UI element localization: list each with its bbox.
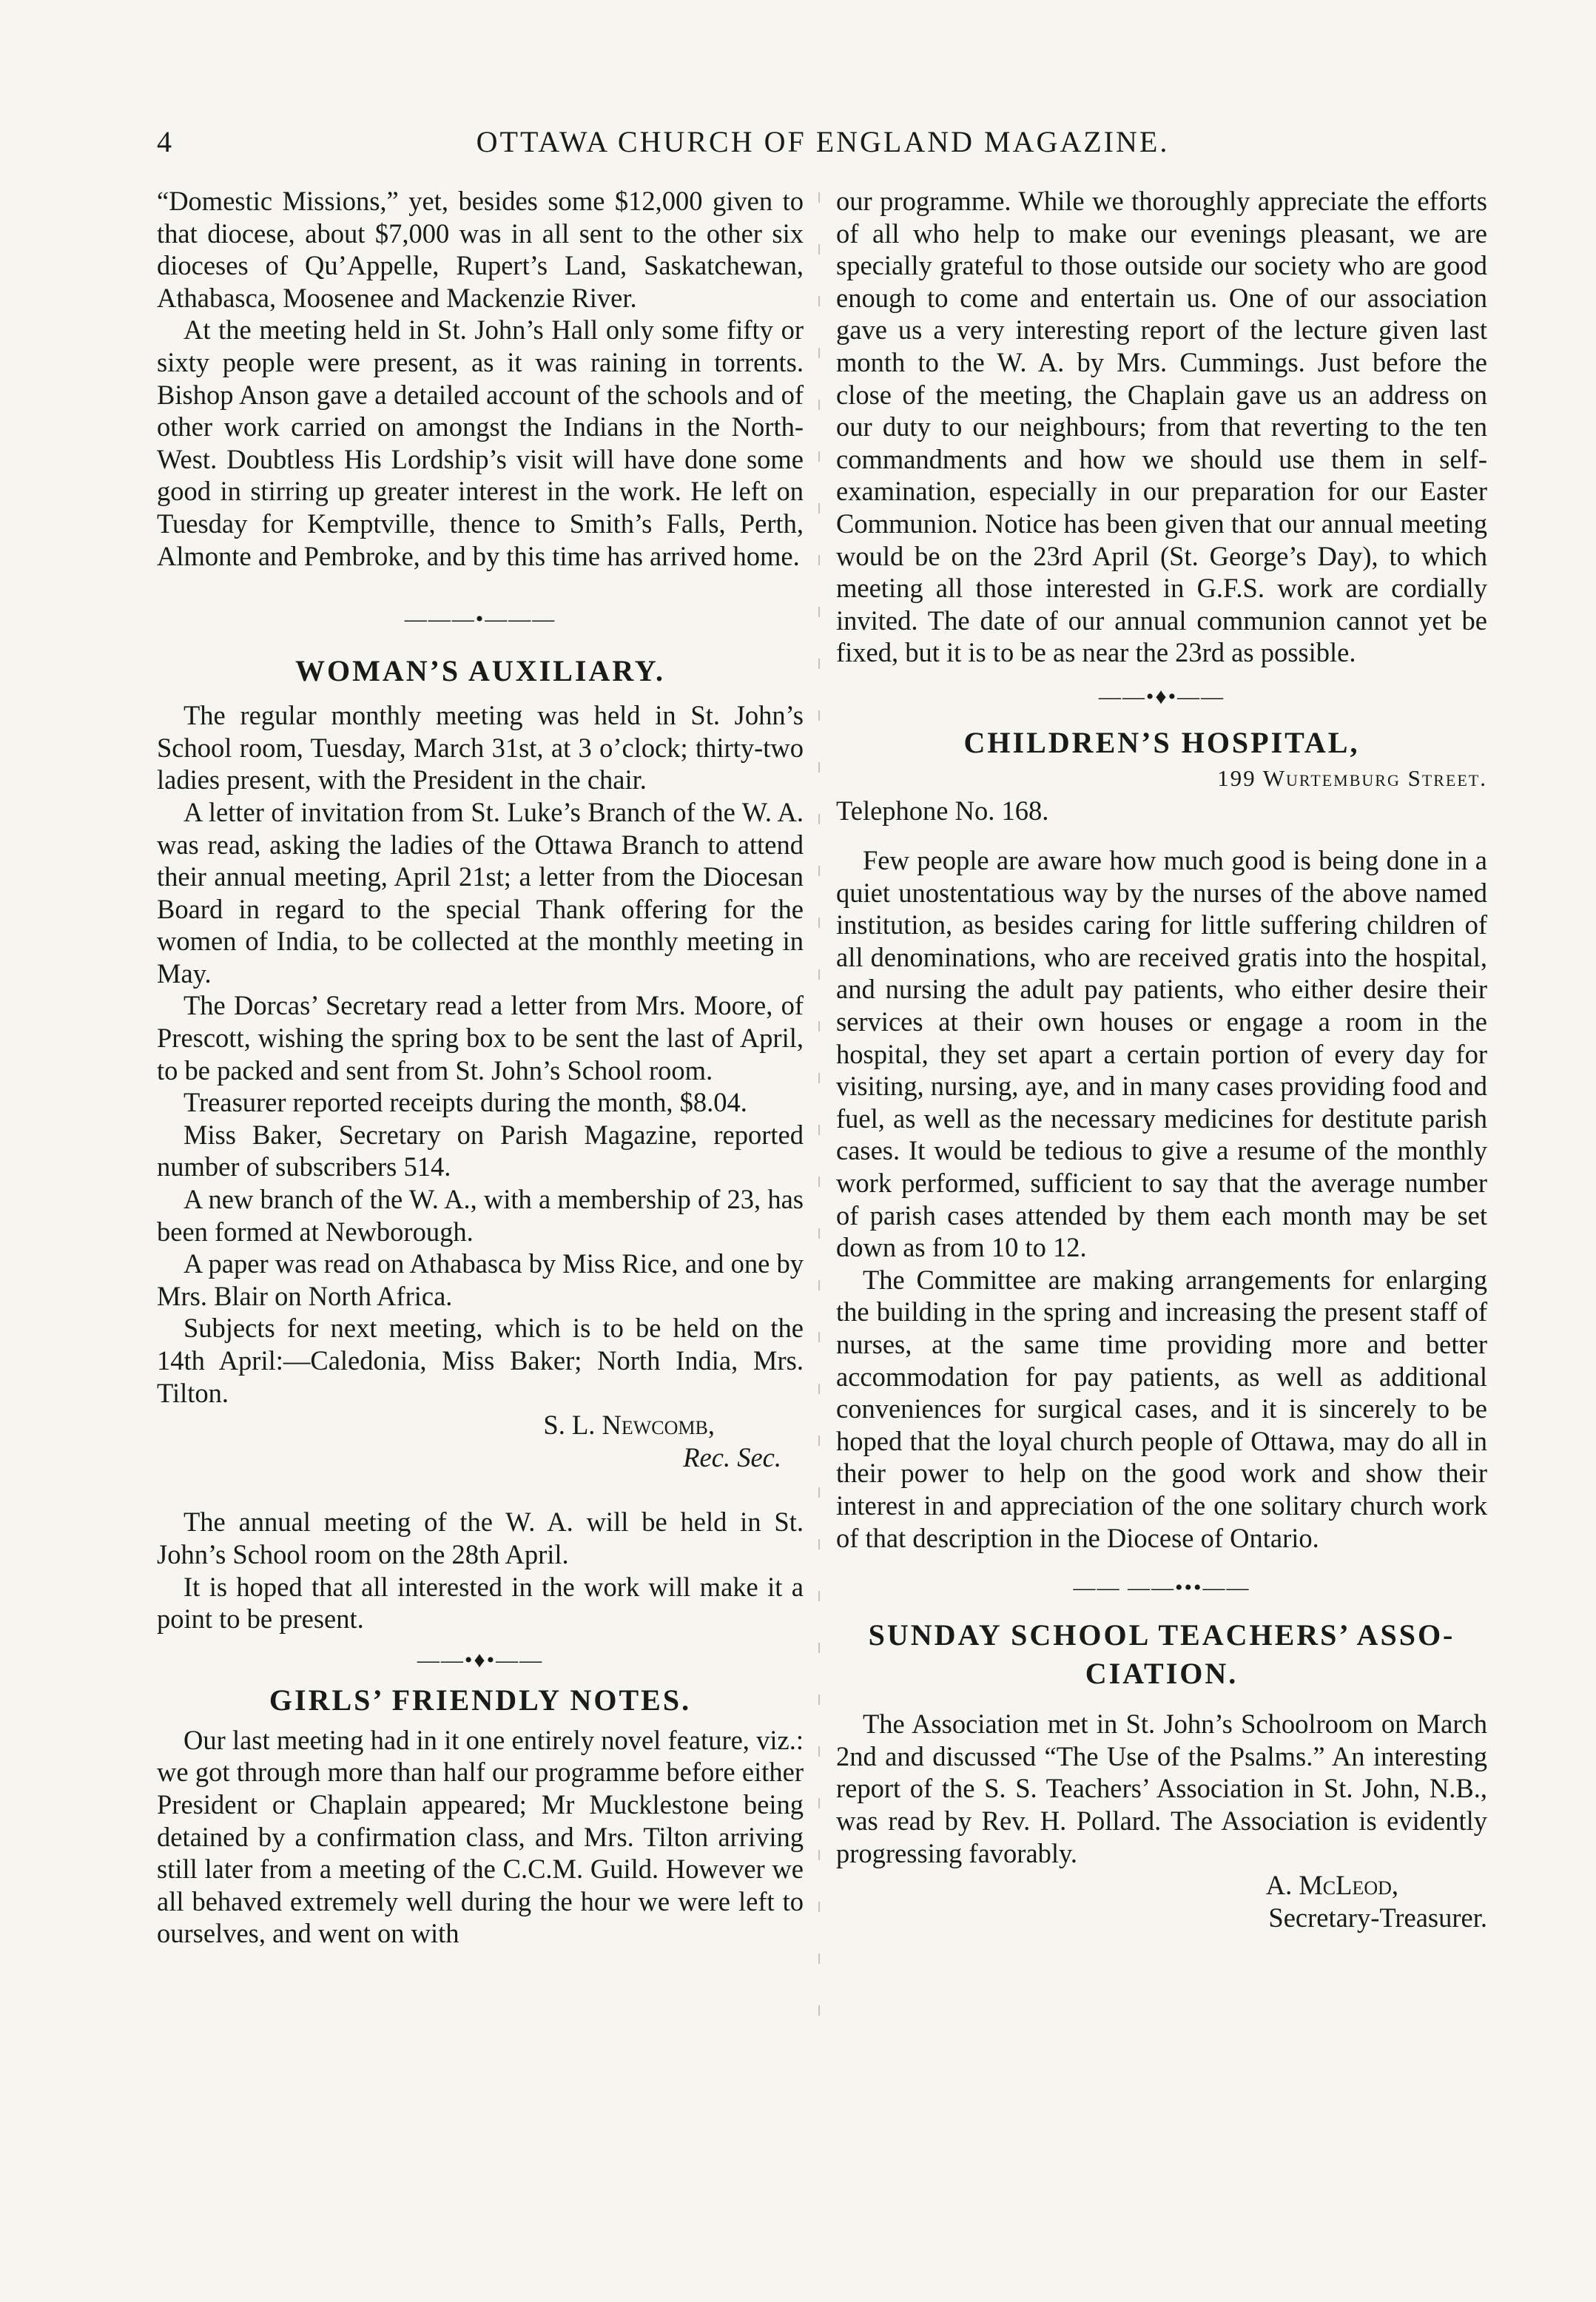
gfs-paragraph: Our last meeting had in it one entirely novel feature, viz.: we got through more than half our programme before either President or Chaplain appeared; Mr Mucklestone being detained by a confirmation class, and Mrs. Tilton arriving still later from a meeting of the C.C.M. Guild. However we all behaved extremely well during the hour we were left to ourselves, and went on with [157, 1724, 804, 1949]
wa-paragraph: A new branch of the W. A., with a membership of 23, has been formed at Newborough. [157, 1184, 804, 1247]
childrens-hospital-heading: CHILDREN’S HOSPITAL, [963, 725, 1360, 759]
ssta-signature-role: Secretary-Treasurer. [1268, 1902, 1487, 1933]
wa-paragraph: Subjects for next meeting, which is to be held on the 14th April:—Caledonia, Miss Baker; North India, Mrs. Tilton. [157, 1313, 804, 1408]
missions-paragraph: “Domestic Missions,” yet, besides some $12,000 given to that diocese, about $7,000 was in all sent to the other six dioceses of Qu’Appelle, Rupert’s Land, Saskatchewan, Athabasca, Moosenee and Mackenzie River. [157, 186, 804, 313]
right-column [836, 185, 1487, 1934]
gfs-continued-paragraph: our programme. While we thoroughly appreciate the efforts of all who help to make our evenings pleasant, we are specially grateful to those outside our society who are good enough to come and entertain us. One of our association gave us a very interesting report of the lecture given last month to the W. A. by Mrs. Cummings. Just before the close of the meeting, the Chaplain gave us an address on our duty to our neighbours; from that reverting to the ten commandments and how we should use them in self-examination, especially in our preparation for our Easter Communion. Notice has been given that our annual meeting would be on the 23rd April (St. George’s Day), to which meeting all those interested in G.F.S. work are cordially invited. The date of our annual communion cannot yet be fixed, but it is to be as near the 23rd as possible. [836, 186, 1487, 668]
column-divider [818, 192, 820, 2042]
hospital-paragraph: The Committee are making arrangements for enlarging the building in the spring and increasing the present staff of nurses, at the same time providing more and better accommodation for pay patients, as well as additional conveniences for surgical cases, and it is sincerely to be hoped that the loyal church people of Ottawa, may do all in their power to help on the good work and show their interest in and appreciation of the one solitary church work of that description in the Diocese of Ontario. [836, 1264, 1487, 1553]
wa-paragraph: The regular monthly meeting was held in St. John’s School room, Tuesday, March 31st, at 3 o’clock; thirty-two ladies present, with the President in the chair. [157, 700, 804, 795]
running-head [157, 124, 1489, 161]
sunday-school-heading-cont: CIATION. [1085, 1657, 1239, 1691]
wa-signature-role: Rec. Sec. [683, 1441, 781, 1473]
sunday-school-heading: SUNDAY SCHOOL TEACHERS’ ASSO- [868, 1618, 1455, 1652]
womans-auxiliary-heading: WOMAN’S AUXILIARY. [294, 654, 666, 688]
page-number: 4 [157, 125, 174, 158]
meeting-paragraph: At the meeting held in St. John’s Hall only some fifty or sixty people were present, as it was raining in torrents. Bishop Anson gave a detailed account of the schools and of other work carried on amongst the Indians in the North-West. Doubtless His Lordship’s visit will have done some good in stirring up greater interest in the work. He left on Tuesday for Kemptville, thence to Smith’s Falls, Perth, Almonte and Pembroke, and by this time has arrived home. [157, 314, 804, 571]
hospital-telephone: Telephone No. 168. [836, 795, 1049, 826]
girls-friendly-heading: GIRLS’ FRIENDLY NOTES. [269, 1683, 692, 1717]
wa-paragraph: A paper was read on Athabasca by Miss Rice, and one by Mrs. Blair on North Africa. [157, 1248, 804, 1311]
wa-annual-meeting: The annual meeting of the W. A. will be held in St. John’s School room on the 28th April. [157, 1507, 804, 1569]
section-separator: ———•——— [404, 607, 556, 632]
wa-signature-name: S. L. Newcomb, [543, 1410, 715, 1441]
hospital-address: 199 Wurtemburg Street. [1217, 764, 1487, 791]
wa-paragraph: A letter of invitation from St. Luke’s Branch of the W. A. was read, asking the ladies of the Ottawa Branch to attend their annual meeting, April 21st; a letter from the Diocesan Board in regard to the special Thank offering for the women of India, to be collected at the monthly meeting in May. [157, 796, 804, 989]
magazine-title: OTTAWA CHURCH OF ENGLAND MAGAZINE. [476, 125, 1170, 158]
wa-paragraph: Treasurer reported receipts during the month, $8.04. [183, 1087, 747, 1118]
wa-paragraph: The Dorcas’ Secretary read a letter from Mrs. Moore, of Prescott, wishing the spring box to be sent the last of April, to be packed and sent from St. John’s School room. [157, 990, 804, 1086]
left-column [157, 185, 804, 1950]
wa-hope: It is hoped that all interested in the work will make it a point to be present. [157, 1571, 804, 1635]
hospital-paragraph: Few people are aware how much good is being done in a quiet unostentatious way by the nurses of the above named institution, as besides caring for little suffering children of all denominations, who are received gratis into the hospital, and nursing the adult pay patients, who either desire their services at their own houses or engage a room in the hospital, they set apart a certain portion of every day for visiting, nursing, aye, and in many cases providing food and fuel, as well as the necessary medicines for destitute parish cases. It would be tedious to give a resume of the monthly work performed, sufficient to say that the average number of parish cases attended by them each month may be set down as from 10 to 12. [836, 845, 1487, 1263]
section-separator: ——•♦•—— [417, 1647, 544, 1672]
wa-paragraph: Miss Baker, Secretary on Parish Magazine, reported number of subscribers 514. [157, 1119, 804, 1182]
section-separator: —— ——•••—— [1073, 1575, 1250, 1601]
ssta-signature-name: A. McLeod, [1265, 1870, 1398, 1901]
section-separator: ——•♦•—— [1098, 684, 1225, 709]
sunday-school-paragraph: The Association met in St. John’s Schoolroom on March 2nd and discussed “The Use of the Psalms.” An interesting report of the S. S. Teachers’ Association in St. John, N.B., was read by Rev. H. Pollard. The Association is evidently progressing favorably. [836, 1709, 1487, 1868]
